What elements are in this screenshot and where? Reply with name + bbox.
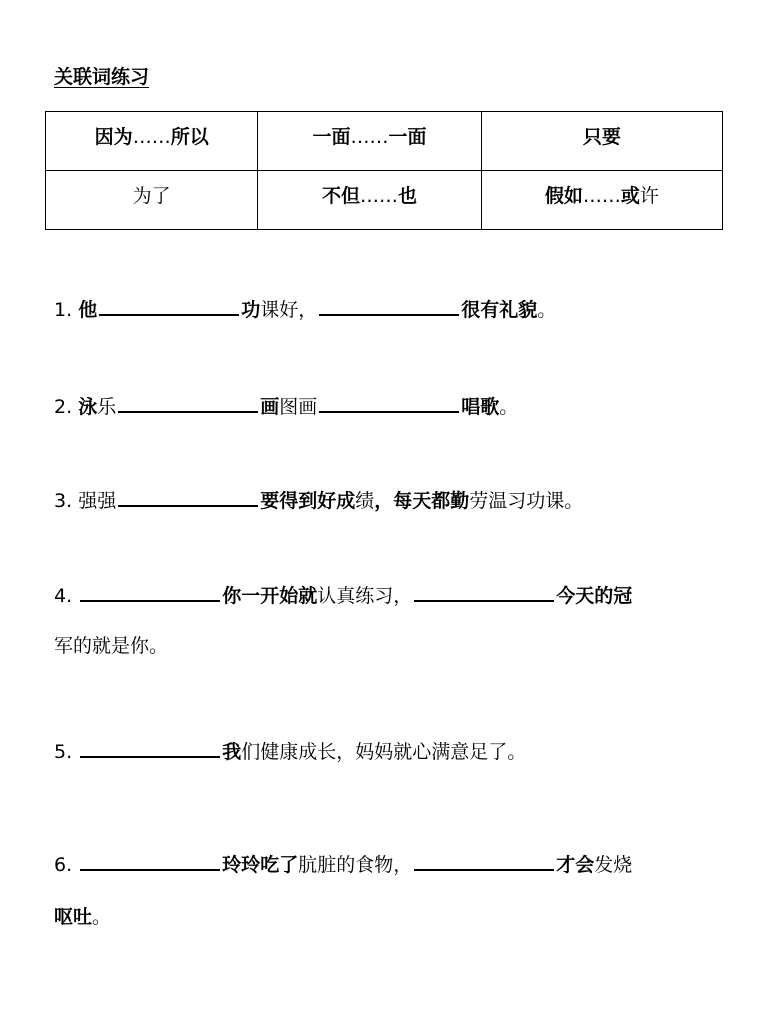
question-text: 他 [78, 299, 98, 321]
cell-text [258, 112, 480, 149]
cell-text-part: …… [132, 126, 171, 148]
cell-text-part: 也 [398, 185, 418, 207]
cell-text-part: 不但 [322, 185, 361, 207]
answer-blank[interactable] [80, 847, 220, 871]
cell-text-part: 假如 [544, 185, 583, 207]
table-cell [46, 171, 258, 230]
cell-text [482, 171, 722, 208]
answer-blank[interactable] [99, 292, 239, 316]
table-row [46, 112, 723, 171]
question-line [54, 292, 556, 322]
cell-text-part: 一面 [312, 126, 351, 148]
question-text: 我 [222, 741, 242, 763]
question-number: 4. [54, 585, 73, 607]
cell-text [46, 171, 257, 208]
question-number: 6. [54, 854, 73, 876]
question-text: 才会 [556, 854, 595, 876]
table-cell [46, 112, 258, 171]
question-line [54, 578, 632, 608]
question-text: 肮脏的食物， [298, 854, 413, 876]
answer-blank[interactable] [80, 734, 220, 758]
question-text: 认真练习， [317, 585, 413, 607]
question-number: 2. [54, 396, 73, 418]
answer-blank[interactable] [80, 578, 220, 602]
cell-text-part: 一面 [388, 126, 427, 148]
question-text: 们健康成长，妈妈就心满意足了。 [241, 741, 527, 763]
question-text: 。 [537, 299, 557, 321]
question-text: 课好， [260, 299, 318, 321]
question-text: 今天的冠 [556, 585, 633, 607]
cell-text-part: 所以 [170, 126, 209, 148]
question-text: 唱歌 [461, 396, 500, 418]
cell-text-part: …… [360, 185, 399, 207]
question-line [54, 847, 632, 877]
question-text: 玲玲吃了 [222, 854, 299, 876]
cell-text [46, 112, 257, 149]
cell-text-part: 因为 [94, 126, 133, 148]
question-text: 画 [260, 396, 280, 418]
question-text: 发烧 [594, 854, 633, 876]
question-line-continued [54, 634, 168, 658]
question-text: 劳温习功课。 [469, 490, 584, 512]
question-text: 绩 [355, 490, 375, 512]
question-text: 图画 [279, 396, 318, 418]
question-line [54, 734, 526, 764]
cell-text-part: …… [582, 185, 621, 207]
question-line [54, 389, 518, 419]
question-text: 要得到好成 [260, 490, 356, 512]
cell-text [482, 112, 722, 149]
question-text: 很有礼貌 [461, 299, 538, 321]
answer-blank[interactable] [414, 578, 554, 602]
question-text: 呕吐 [54, 906, 93, 928]
cell-text-part: 只要 [582, 126, 621, 148]
table-cell [258, 171, 481, 230]
page-title: 关联词练习 [54, 66, 150, 88]
question-text: 强强 [78, 490, 117, 512]
question-text: 你一开始就 [222, 585, 318, 607]
cell-text-part: 或 [620, 185, 640, 207]
answer-blank[interactable] [319, 389, 459, 413]
cell-text-part: 许 [639, 185, 659, 207]
question-number: 1. [54, 299, 73, 321]
conjunction-table [45, 111, 723, 230]
cell-text-part: 为了 [132, 185, 171, 207]
cell-text-part: …… [350, 126, 389, 148]
question-text: 泳 [78, 396, 98, 418]
question-text: 功 [241, 299, 261, 321]
question-number: 5. [54, 741, 73, 763]
question-text: 。 [499, 396, 519, 418]
answer-blank[interactable] [118, 389, 258, 413]
answer-blank[interactable] [414, 847, 554, 871]
question-text: 。 [92, 906, 112, 928]
table-cell [258, 112, 481, 171]
cell-text [258, 171, 480, 208]
question-text: ，每天都勤 [374, 490, 470, 512]
table-row [46, 171, 723, 230]
table-cell [481, 112, 722, 171]
question-number: 3. [54, 490, 73, 512]
table-cell [481, 171, 722, 230]
question-line-continued [54, 905, 111, 929]
question-text: 军的就是你。 [54, 635, 169, 657]
question-text: 乐 [97, 396, 117, 418]
answer-blank[interactable] [118, 483, 258, 507]
question-line [54, 483, 583, 513]
answer-blank[interactable] [319, 292, 459, 316]
